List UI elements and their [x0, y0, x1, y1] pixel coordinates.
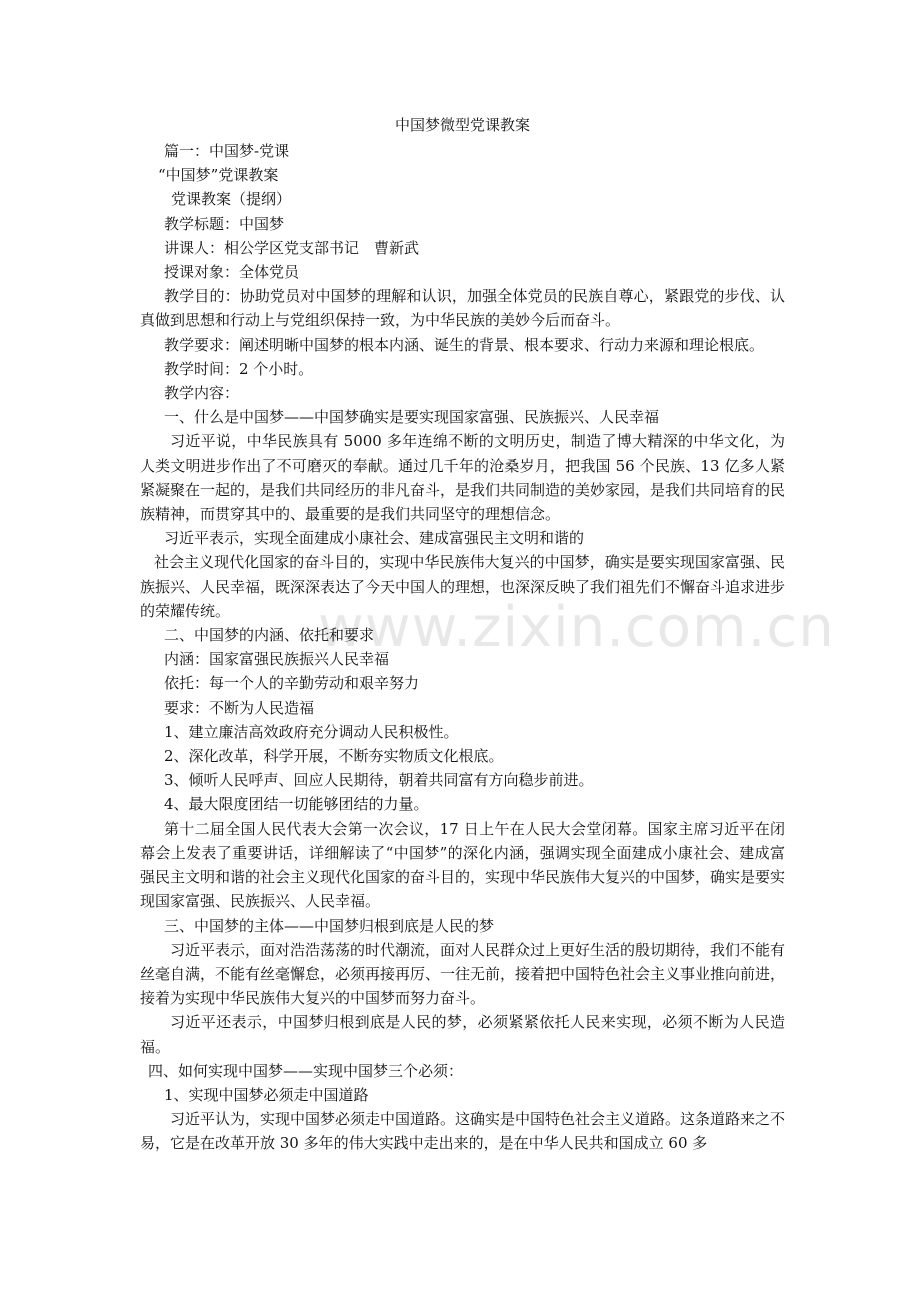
paragraph: 党课教案（提纲） [171, 190, 292, 209]
paragraph: 教学标题：中国梦 [164, 214, 285, 233]
paragraph: 习近平说，中华民族具有 5000 多年连绵不断的文明历史，制造了博大精深的中华文化，为人类文明进步作出了不可磨灭的奉献。通过几千年的沧桑岁月，把我国 56 个民族、13 亿多人紧紧凝聚在一起的，是我们共同经历的非凡奋斗，是我们共同制造的美妙家园，是我们共同培育的民族精神，而贯穿其中的、最重要的是我们共同坚守的理想信念。 [140, 432, 786, 524]
paragraph: 教学内容： [164, 384, 240, 403]
paragraph: 要求：不断为人民造福 [164, 698, 315, 717]
paragraph: 依托：每一个人的辛勤劳动和艰辛努力 [164, 674, 420, 693]
list-item: 2、深化改革，科学开展，不断夯实物质文化根底。 [164, 747, 504, 766]
subsection-heading: 1、实现中国梦必须走中国道路 [164, 1085, 369, 1104]
list-item: 1、建立廉洁高效政府充分调动人民积极性。 [164, 722, 459, 741]
list-item: 4、最大限度团结一切能够团结的力量。 [164, 795, 429, 814]
paragraph: 授课对象：全体党员 [164, 263, 300, 282]
document-title: 中国梦微型党课教案 [394, 116, 530, 134]
section-heading: 三、中国梦的主体——中国梦归根到底是人民的梦 [164, 916, 495, 935]
section-heading: 一、什么是中国梦——中国梦确实是要实现国家富强、民族振兴、人民幸福 [164, 408, 660, 427]
document-body [140, 113, 785, 1156]
section-heading: 四、如何实现中国梦——实现中国梦三个必须： [148, 1061, 464, 1080]
paragraph: 教学要求：阐述明晰中国梦的根本内涵、诞生的背景、根本要求、行动力来源和理论根底。 [164, 335, 765, 354]
section-heading: 二、中国梦的内涵、依托和要求 [164, 626, 375, 645]
paragraph: “中国梦”党课教案 [158, 166, 279, 185]
paragraph: 教学时间：2 个小时。 [164, 359, 314, 378]
watermark: www.zixin.com.cn [318, 595, 835, 660]
paragraph: 内涵：国家富强民族振兴人民幸福 [164, 650, 390, 669]
paragraph: 习近平还表示，中国梦归根到底是人民的梦，必须紧紧依托人民来实现，必须不断为人民造福。 [140, 1013, 785, 1056]
paragraph: 第十二届全国人民代表大会第一次会议，17 日上午在人民大会堂闭幕。国家主席习近平在闭幕会上发表了重要讲话，详细解读了“中国梦”的深化内涵，强调实现全面建成小康社会、建成富强民主文明和谐的社会主义现代化国家的奋斗目的，实现中华民族伟大复兴的中国梦，确实是要实现国家富强、民族振兴、人民幸福。 [140, 819, 786, 911]
paragraph: 教学目的：协助党员对中国梦的理解和认识，加强全体党员的民族自尊心，紧跟党的步伐、认真做到思想和行动上与党组织保持一致，为中华民族的美妙今后而奋斗。 [140, 287, 785, 330]
paragraph: 社会主义现代化国家的奋斗目的，实现中华民族伟大复兴的中国梦，确实是要实现国家富强、民族振兴、人民幸福，既深深表达了今天中国人的理想，也深深反映了我们祖先们不懈奋斗追求进步的荣耀传统。 [140, 553, 786, 620]
paragraph: 篇一：中国梦-党课 [164, 142, 290, 160]
paragraph: 习近平表示，实现全面建成小康社会、建成富强民主文明和谐的 [164, 529, 585, 548]
paragraph: 习近平表示，面对浩浩荡荡的时代潮流，面对人民群众过上更好生活的殷切期待，我们不能有丝毫自满，不能有丝毫懈怠，必须再接再厉、一往无前，接着把中国特色社会主义事业推向前进，接着为实现中华民族伟大复兴的中国梦而努力奋斗。 [140, 940, 786, 1008]
list-item: 3、倾听人民呼声、回应人民期待，朝着共同富有方向稳步前进。 [164, 771, 594, 790]
paragraph: 讲课人：相公学区党支部书记 曹新武 [164, 238, 420, 257]
paragraph: 习近平认为，实现中国梦必须走中国道路。这确实是中国特色社会主义道路。这条道路来之不易，它是在改革开放 30 多年的伟大实践中走出来的，是在中华人民共和国成立 60 多 [140, 1110, 786, 1153]
